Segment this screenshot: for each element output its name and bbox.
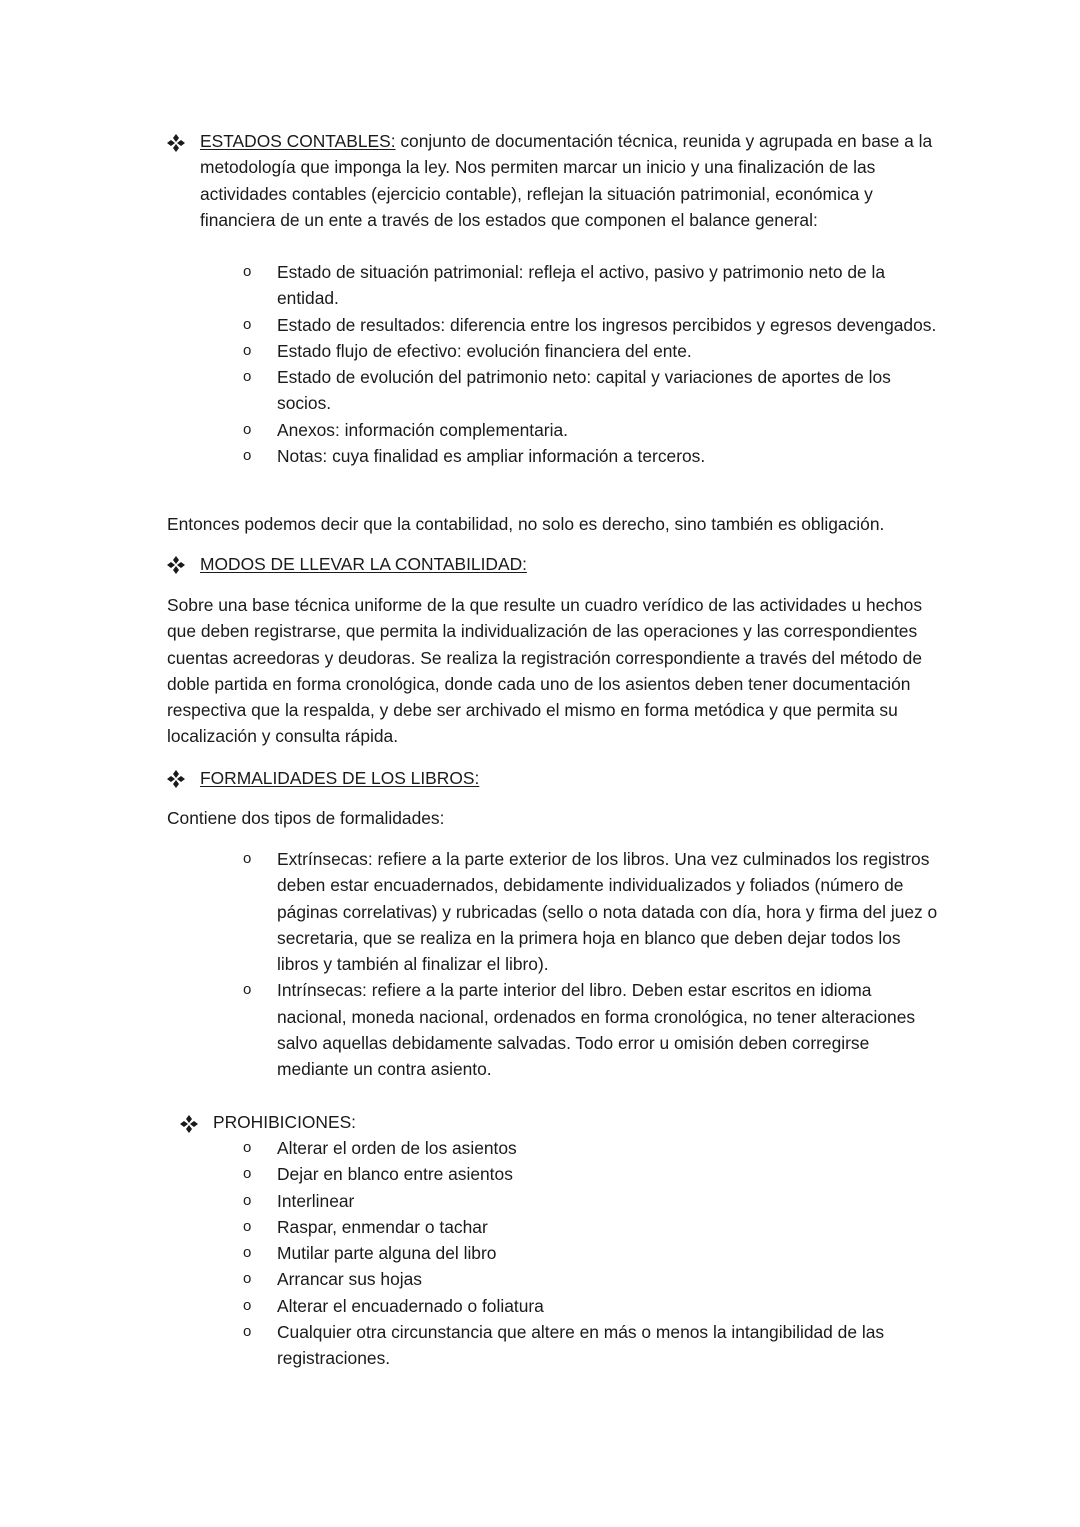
estados-conclusion: Entonces podemos decir que la contabilidad, no solo es derecho, sino también es obligación.	[167, 514, 885, 534]
four-diamond-icon	[166, 555, 186, 575]
circle-bullet-icon: o	[243, 850, 252, 867]
prohibiciones-heading: PROHIBICIONES:	[213, 1112, 357, 1132]
list-item: o Extrínsecas: refiere a la parte exterior de los libros. Una vez culminados los registros deben estar encuadernados, debidamente individualizados y foliados (número de páginas correlativas) y rubricadas (sello o nota datada con día, hora y firma del juez o secretaria, que se realiza en la primera hoja en blanco que deben dejar todos los libros y también al finalizar el libro).	[243, 846, 938, 977]
list-item: o Mutilar parte alguna del libro	[243, 1240, 938, 1266]
circle-bullet-icon: o	[243, 368, 252, 386]
list-item: o Cualquier otra circunstancia que altere en más o menos la intangibilidad de las registraciones.	[243, 1319, 938, 1372]
estados-intro: conjunto de documentación técnica, reunida y agrupada en base a la metodología que imponga la ley. Nos permiten marcar un inicio y una finalización de las actividades contables (ejercicio contable), reflejan la situación patrimonial, económica y financiera de un ente a través de los estados que componen el balance general:	[200, 131, 933, 230]
modos-body: Sobre una base técnica uniforme de la que resulte un cuadro verídico de las actividades u hechos que deben registrarse, que permita la individualización de las operaciones y las correspondientes cuentas acreedoras y deudoras. Se realiza la registración correspondiente a través del método de doble partida en forma cronológica, donde cada uno de los asientos deben tener documentación respectiva que la respalda, y debe ser archivado el mismo en forma metódica y que permita su localización y consulta rápida.	[167, 595, 923, 747]
modos-heading: MODOS DE LLEVAR LA CONTABILIDAD:	[200, 554, 527, 574]
list-item: o Raspar, enmendar o tachar	[243, 1214, 938, 1240]
list-item: o Dejar en blanco entre asientos	[243, 1161, 938, 1187]
list-item: o Anexos: información complementaria.	[243, 417, 943, 443]
formalidades-list	[243, 846, 938, 1083]
four-diamond-icon	[166, 133, 186, 153]
formalidades-intro: Contiene dos tipos de formalidades:	[167, 808, 445, 828]
circle-bullet-icon: o	[243, 1165, 252, 1183]
list-item: o Estado de evolución del patrimonio neto: capital y variaciones de aportes de los socios.	[243, 364, 943, 417]
formalidades-heading: FORMALIDADES DE LOS LIBROS:	[200, 768, 480, 788]
list-item: o Interlinear	[243, 1188, 938, 1214]
prohibiciones-list	[243, 1135, 938, 1372]
circle-bullet-icon: o	[243, 1217, 252, 1235]
estados-heading: ESTADOS CONTABLES:	[200, 131, 396, 151]
list-item: o Intrínsecas: refiere a la parte interior del libro. Deben estar escritos en idioma nacional, moneda nacional, ordenados en forma cronológica, no tener alteraciones salvo aquellas debidamente salvadas. Todo error u omisión deben corregirse mediante un contra asiento.	[243, 977, 938, 1082]
list-item: o Notas: cuya finalidad es ampliar información a terceros.	[243, 443, 943, 469]
list-item: o Arrancar sus hojas	[243, 1266, 938, 1292]
circle-bullet-icon: o	[243, 341, 252, 359]
list-item: o Estado de resultados: diferencia entre los ingresos percibidos y egresos devengados.	[243, 312, 943, 338]
circle-bullet-icon: o	[243, 981, 252, 999]
estados-paragraph	[200, 128, 940, 233]
circle-bullet-icon: o	[243, 1244, 252, 1262]
estados-list	[243, 259, 943, 469]
list-item: o Alterar el orden de los asientos	[243, 1135, 938, 1161]
circle-bullet-icon: o	[243, 1323, 252, 1341]
circle-bullet-icon: o	[243, 1191, 252, 1209]
four-diamond-icon	[166, 769, 186, 789]
circle-bullet-icon: o	[243, 420, 252, 438]
circle-bullet-icon: o	[243, 1139, 252, 1156]
list-item: o Estado flujo de efectivo: evolución financiera del ente.	[243, 338, 943, 364]
circle-bullet-icon: o	[243, 1296, 252, 1314]
list-item: o Estado de situación patrimonial: refleja el activo, pasivo y patrimonio neto de la entidad.	[243, 259, 943, 312]
list-item: o Alterar el encuadernado o foliatura	[243, 1293, 938, 1319]
circle-bullet-icon: o	[243, 447, 252, 465]
circle-bullet-icon: o	[243, 1270, 252, 1288]
circle-bullet-icon: o	[243, 263, 252, 280]
four-diamond-icon	[179, 1114, 199, 1134]
circle-bullet-icon: o	[243, 315, 252, 333]
